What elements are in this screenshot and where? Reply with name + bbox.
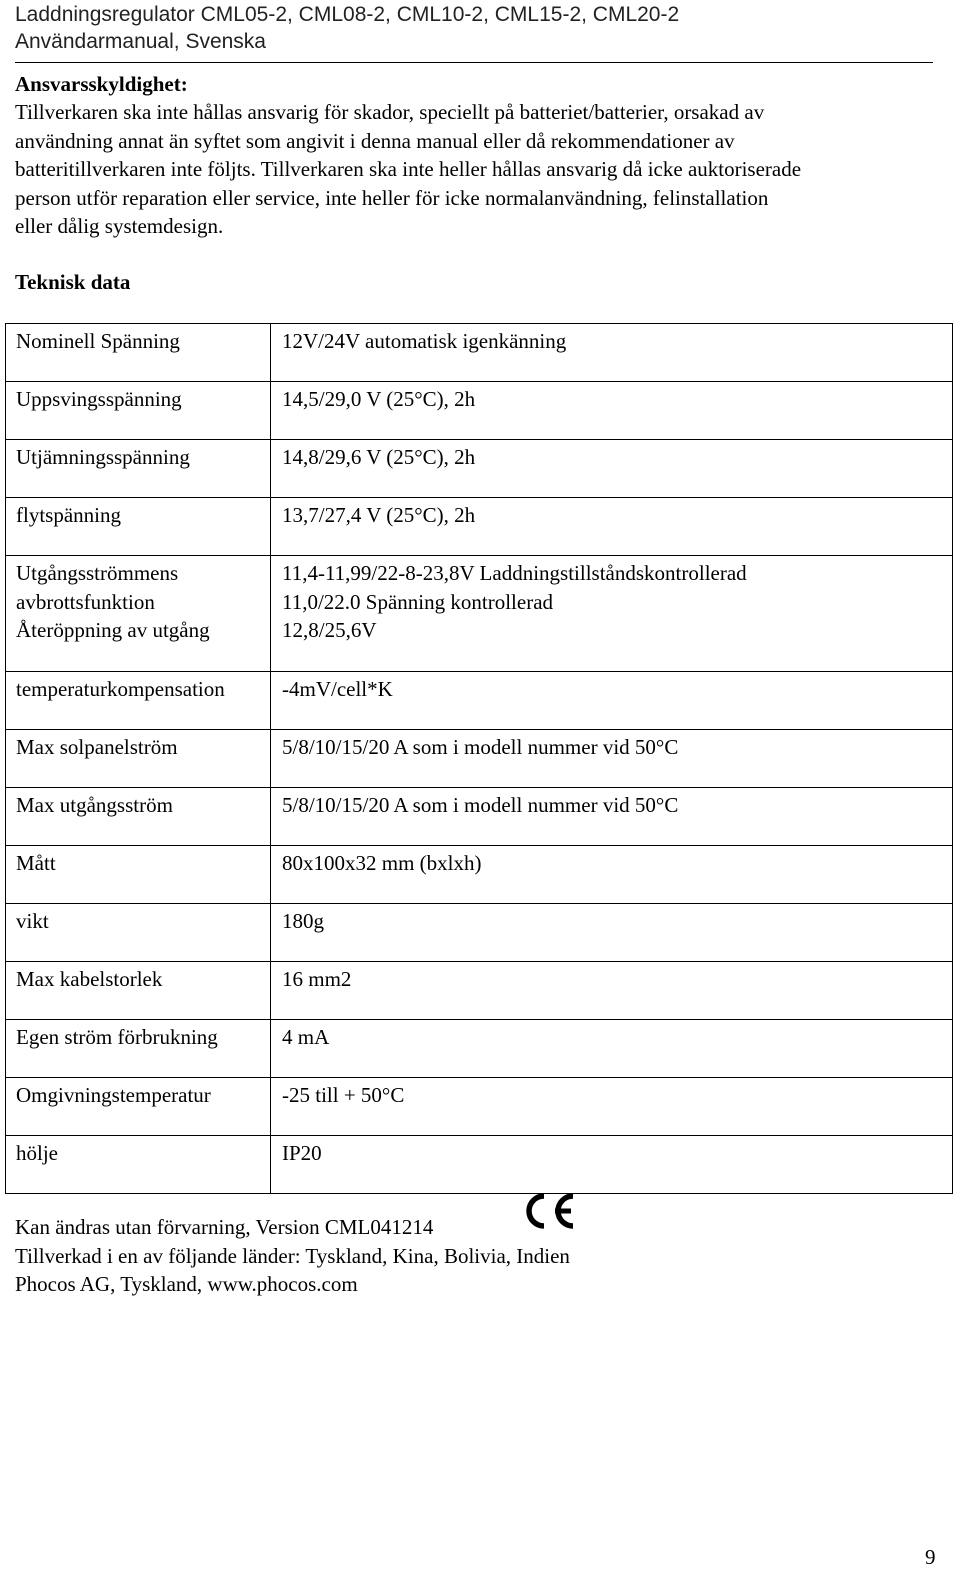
spec-value: 80x100x32 mm (bxlxh) xyxy=(271,846,953,904)
table-row xyxy=(6,1136,953,1194)
spec-value-line: 11,4-11,99/22-8-23,8V Laddningstillståndskontrollerad xyxy=(282,561,747,585)
spec-label-line: Återöppning av utgång xyxy=(16,618,210,642)
liability-line: eller dålig systemdesign. xyxy=(15,214,224,238)
spec-value-line: 12,8/25,6V xyxy=(282,618,377,642)
spec-value: 16 mm2 xyxy=(271,962,953,1020)
footer-countries-line: Tillverkad i en av följande länder: Tyskland, Kina, Bolivia, Indien xyxy=(15,1243,570,1268)
header-subtitle: Användarmanual, Svenska xyxy=(15,30,266,53)
spec-value: 14,5/29,0 V (25°C), 2h xyxy=(271,382,953,440)
spec-value: 12V/24V automatisk igenkänning xyxy=(271,324,953,382)
spec-value: 14,8/29,6 V (25°C), 2h xyxy=(271,440,953,498)
table-row xyxy=(6,1020,953,1078)
spec-label: temperaturkompensation xyxy=(6,672,271,730)
table-row xyxy=(6,962,953,1020)
table-row xyxy=(6,904,953,962)
table-row xyxy=(6,788,953,846)
spec-label xyxy=(6,556,271,672)
spec-label: Max solpanelström xyxy=(6,730,271,788)
table-row xyxy=(6,498,953,556)
liability-heading: Ansvarsskyldighet: xyxy=(15,72,188,96)
spec-value: 13,7/27,4 V (25°C), 2h xyxy=(271,498,953,556)
spec-value-line: 11,0/22.0 Spänning kontrollerad xyxy=(282,589,554,614)
spec-label: Max kabelstorlek xyxy=(6,962,271,1020)
spec-value: -25 till + 50°C xyxy=(271,1078,953,1136)
spec-value: -4mV/cell*K xyxy=(271,672,953,730)
spec-value: 4 mA xyxy=(271,1020,953,1078)
table-row xyxy=(6,324,953,382)
tech-data-table xyxy=(5,323,953,1194)
spec-label-line: avbrottsfunktion xyxy=(16,589,155,614)
liability-line: Tillverkaren ska inte hållas ansvarig för skador, speciellt på batteriet/batterier, orsakad av xyxy=(15,100,765,124)
table-row xyxy=(6,672,953,730)
footer-company-line: Phocos AG, Tyskland, www.phocos.com xyxy=(15,1272,358,1296)
spec-label: Utjämningsspänning xyxy=(6,440,271,498)
table-row xyxy=(6,440,953,498)
spec-label: Omgivningstemperatur xyxy=(6,1078,271,1136)
spec-label: hölje xyxy=(6,1136,271,1194)
liability-line: person utför reparation eller service, inte heller för icke normalanvändning, felinstallation xyxy=(15,185,769,210)
spec-value xyxy=(271,556,953,672)
liability-line: batteritillverkaren inte följts. Tillverkaren ska inte heller hållas ansvarig då icke auktoriserade xyxy=(15,157,802,181)
page-number: 9 xyxy=(925,1545,936,1569)
spec-value: 5/8/10/15/20 A som i modell nummer vid 50°C xyxy=(271,788,953,846)
table-row xyxy=(6,382,953,440)
table-row xyxy=(6,556,953,672)
tech-data-heading: Teknisk data xyxy=(15,270,131,294)
table-row xyxy=(6,730,953,788)
spec-label: Nominell Spänning xyxy=(6,324,271,382)
header-title: Laddningsregulator CML05-2, CML08-2, CML10-2, CML15-2, CML20-2 xyxy=(15,3,680,26)
spec-label: Egen ström förbrukning xyxy=(6,1020,271,1078)
document-header xyxy=(15,0,933,63)
spec-label: Uppsvingsspänning xyxy=(6,382,271,440)
table-row xyxy=(6,846,953,904)
spec-label: Mått xyxy=(6,846,271,904)
table-row xyxy=(6,1078,953,1136)
footer-version-line: Kan ändras utan förvarning, Version CML041214 xyxy=(15,1215,434,1239)
spec-value: 180g xyxy=(271,904,953,962)
document-footer xyxy=(15,1213,570,1299)
liability-line: användning annat än syftet som angivit i denna manual eller då rekommendationer av xyxy=(15,128,735,153)
spec-label: flytspänning xyxy=(6,498,271,556)
spec-label: Max utgångsström xyxy=(6,788,271,846)
liability-paragraph xyxy=(15,98,940,241)
spec-label-line: Utgångsströmmens xyxy=(16,561,179,585)
spec-label: vikt xyxy=(6,904,271,962)
spec-value: 5/8/10/15/20 A som i modell nummer vid 50°C xyxy=(271,730,953,788)
spec-value: IP20 xyxy=(271,1136,953,1194)
